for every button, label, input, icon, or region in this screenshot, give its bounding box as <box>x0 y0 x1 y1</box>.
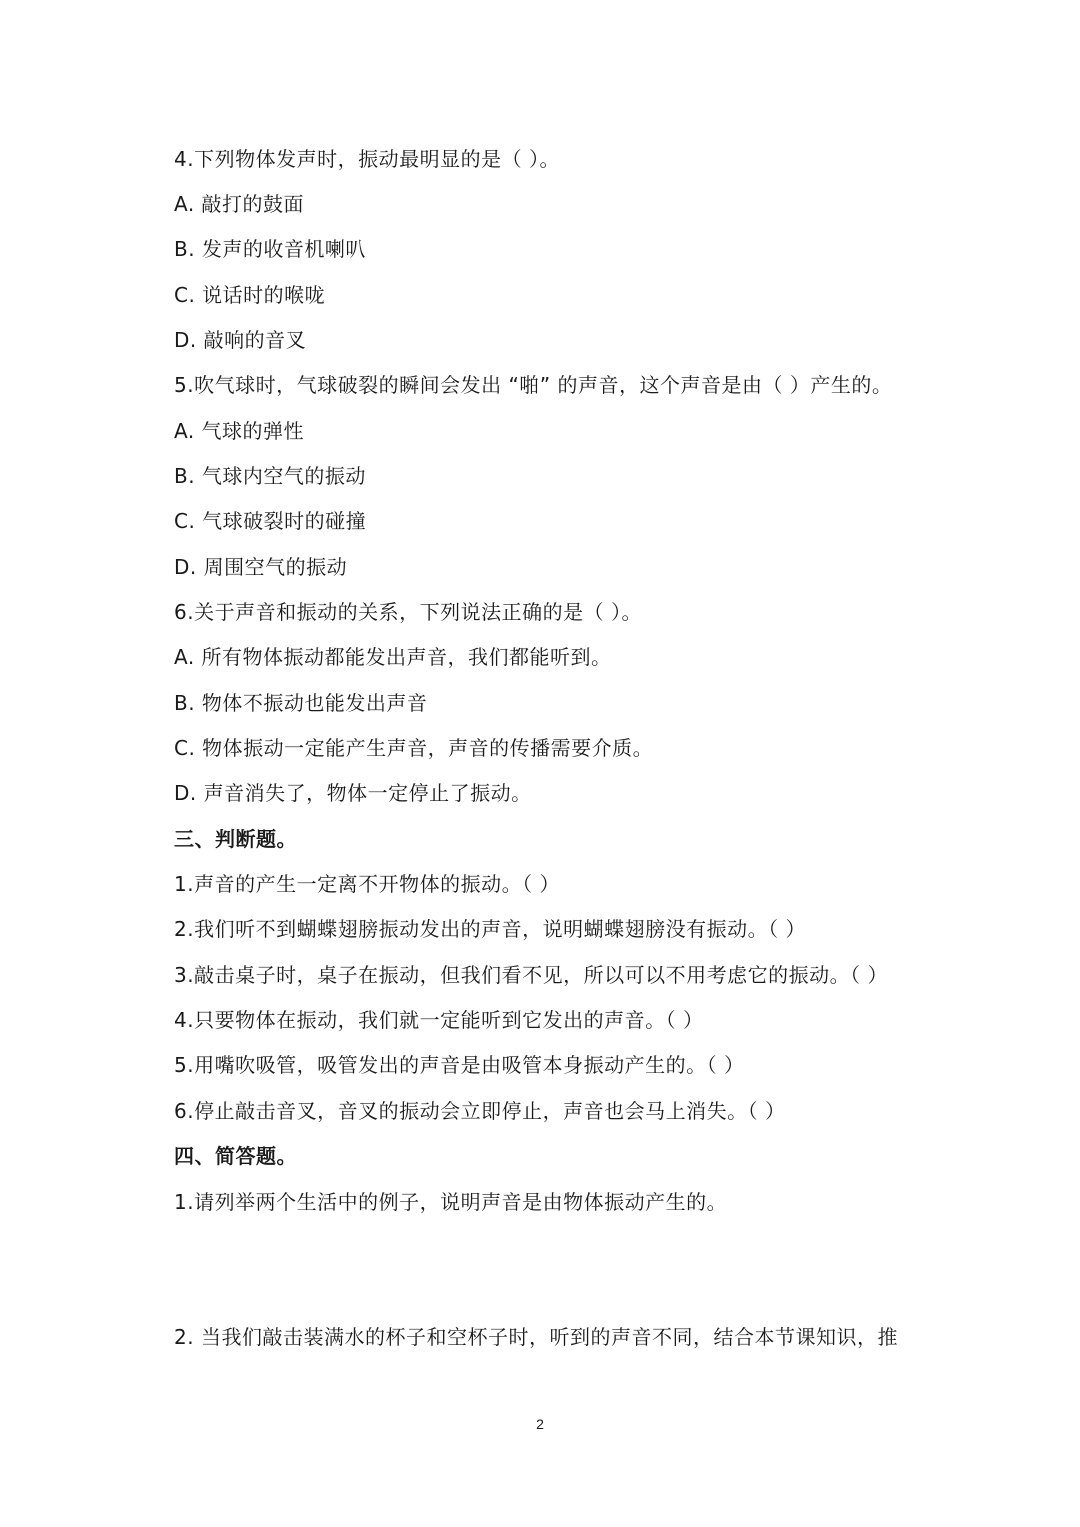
section-heading-short-answer: 四、简答题。 <box>174 1144 297 1168</box>
question-5: 5.吹气球时，气球破裂的瞬间会发出 “啪” 的声音，这个声音是由（ ）产生的。 <box>174 373 893 397</box>
question-5-option-a: A. 气球的弹性 <box>174 419 305 443</box>
true-false-item-4: 4.只要物体在振动，我们就一定能听到它发出的声音。（ ） <box>174 1008 704 1032</box>
short-answer-item-2: 2. 当我们敲击装满水的杯子和空杯子时，听到的声音不同，结合本节课知识，推 <box>174 1325 898 1349</box>
true-false-item-2: 2.我们听不到蝴蝶翅膀振动发出的声音，说明蝴蝶翅膀没有振动。（ ） <box>174 917 806 941</box>
question-4-option-c: C. 说话时的喉咙 <box>174 283 326 307</box>
question-4-option-d: D. 敲响的音叉 <box>174 328 307 352</box>
true-false-item-3: 3.敲击桌子时，桌子在振动，但我们看不见，所以可以不用考虑它的振动。（ ） <box>174 963 888 987</box>
true-false-item-6: 6.停止敲击音叉，音叉的振动会立即停止，声音也会马上消失。（ ） <box>174 1099 786 1123</box>
question-4-option-a: A. 敲打的鼓面 <box>174 192 305 216</box>
question-4-option-b: B. 发声的收音机喇叭 <box>174 237 366 261</box>
question-4: 4.下列物体发声时，振动最明显的是（ ）。 <box>174 147 560 171</box>
question-6-option-c: C. 物体振动一定能产生声音，声音的传播需要介质。 <box>174 736 654 760</box>
question-6-option-d: D. 声音消失了，物体一定停止了振动。 <box>174 781 532 805</box>
true-false-item-1: 1.声音的产生一定离不开物体的振动。（ ） <box>174 872 560 896</box>
short-answer-item-1: 1.请列举两个生活中的例子，说明声音是由物体振动产生的。 <box>174 1190 728 1214</box>
question-5-option-d: D. 周围空气的振动 <box>174 555 348 579</box>
question-5-option-b: B. 气球内空气的振动 <box>174 464 366 488</box>
question-6: 6.关于声音和振动的关系，下列说法正确的是（ ）。 <box>174 600 642 624</box>
question-5-option-c: C. 气球破裂时的碰撞 <box>174 509 367 533</box>
question-6-option-b: B. 物体不振动也能发出声音 <box>174 691 428 715</box>
question-6-option-a: A. 所有物体振动都能发出声音，我们都能听到。 <box>174 645 612 669</box>
section-heading-true-false: 三、判断题。 <box>174 827 297 851</box>
page-number: 2 <box>536 1416 544 1432</box>
true-false-item-5: 5.用嘴吹吸管，吸管发出的声音是由吸管本身振动产生的。（ ） <box>174 1053 745 1077</box>
